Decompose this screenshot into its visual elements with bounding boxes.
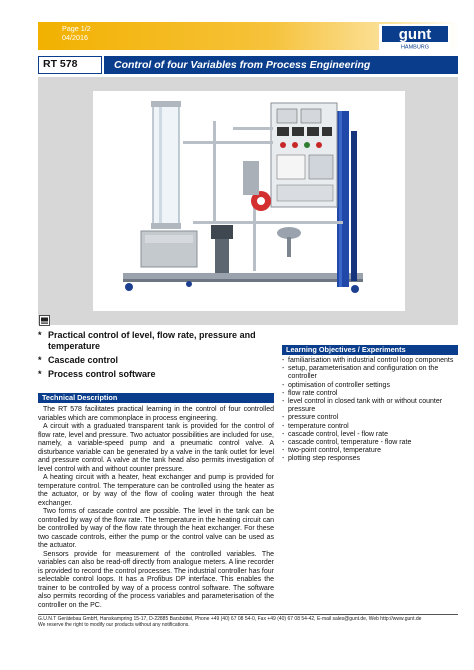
feature-item: [38, 369, 268, 380]
page-info: [62, 25, 91, 42]
feature-text: Cascade control: [48, 354, 119, 365]
list-item: - flow rate control: [282, 389, 338, 397]
description-paragraph: The RT 578 facilitates practical learning in the control of four controlled variables which are commonplace in process engineering.: [38, 406, 274, 422]
objective-text: optimisation of controller settings: [288, 381, 390, 389]
product-photo: [93, 91, 405, 311]
list-item: - cascade control, temperature - flow rate: [282, 439, 412, 447]
description-paragraph: A circuit with a graduated transparent tank is provided for the control of flow rate, level and pressure. Two actuator possibilities are included for use, namely, a variable-speed pump and a pneumatic control valve. A disturbance variable can be generated by a valve in the tank outlet for level and pressure control. A valve at the tank head also permits investigation of level control with and without counter pressure.: [38, 423, 274, 473]
product-photo-panel: [38, 77, 458, 325]
objective-text: temperature control: [288, 422, 349, 430]
objective-text: pressure control: [288, 414, 339, 422]
footer-divider: [38, 614, 458, 615]
footer-address: G.U.N.T Gerätebau GmbH, Hanskampring 15-17, D-22885 Barsbüttel, Phone +49 (40) 67 08 54-0, Fax +49 (40) 67 08 54-42, E-mail sales@gunt.de, Web http://www.gunt.de: [38, 616, 422, 622]
feature-text: Practical control of level, flow rate, pressure and temperature: [48, 330, 256, 351]
learning-objectives: [282, 345, 458, 464]
description-paragraph: Sensors provide for measurement of the controlled variables. The variables can also be read-off directly from analogue meters. A line recorder is provided to record the control processes. The industrial controller has four selectable control loops. It has a Profibus DP interface. This enables the trainer to be controlled by way of a process control software. The software also permits recording of the process variables and parameterisation of the controller on the PC.: [38, 550, 274, 609]
list-item: - plotting step responses: [282, 455, 360, 463]
page-title: Control of four Variables from Process Engineering: [104, 56, 458, 74]
footer-disclaimer: We reserve the right to modify our products without any notifications.: [38, 622, 190, 629]
bullet-asterisk: *: [38, 330, 42, 340]
feature-item: [38, 355, 268, 366]
list-item: - cascade control, level - flow rate: [282, 430, 388, 438]
footer: [38, 616, 458, 629]
list-item: - two-point control, temperature: [282, 447, 381, 455]
objective-text: familiarisation with industrial control loop components: [288, 357, 454, 364]
objective-text: plotting step responses: [288, 455, 360, 463]
learning-objectives-heading: Learning Objectives / Experiments: [282, 345, 458, 355]
issue-date: 04/2016: [62, 32, 88, 42]
list-item: - setup, parameterisation and configuration on the controller: [282, 365, 458, 381]
list-item: - familiarisation with industrial control loop components: [282, 357, 454, 364]
description-paragraph: Two forms of cascade control are possible. The level in the tank can be controlled by way of the flow rate. The temperature in the heating circuit can be controlled by way of the flow rate through the heat exchanger. For these two cascade controls, either the pump or the control valve can be used as the actuator.: [38, 508, 274, 549]
logo-subtext: HAMBURG: [400, 44, 430, 50]
objective-text: level control in closed tank with or without counter pressure: [288, 398, 443, 414]
feature-text: Process control software: [48, 368, 156, 379]
product-code: RT 578: [38, 56, 102, 74]
description-paragraph: A heating circuit with a heater, heat exchanger and pump is provided for temperature control. The temperature can be controlled using the heater as the actuator, or by way of the flow of cooling water through the heat exchanger.: [38, 474, 274, 507]
objective-text: two-point control, temperature: [288, 447, 381, 455]
gunt-logo: [379, 24, 451, 50]
list-item: - pressure control: [282, 414, 339, 422]
logo-wordmark: gunt: [398, 26, 432, 43]
bullet-asterisk: *: [38, 354, 42, 365]
feature-item: [38, 330, 268, 351]
objective-text: flow rate control: [288, 389, 338, 397]
objective-text: setup, parameterisation and configuration on the controller: [288, 365, 439, 381]
certificate-icon: [39, 313, 50, 324]
technical-description-heading: Technical Description: [38, 393, 274, 403]
objective-text: cascade control, level - flow rate: [288, 430, 388, 438]
page-number: Page 1/2: [62, 24, 91, 33]
feature-list: [38, 330, 268, 383]
bullet-asterisk: *: [38, 368, 42, 379]
objectives-list: [282, 357, 458, 464]
title-row: [38, 56, 458, 74]
technical-description: [38, 393, 274, 610]
list-item: - temperature control: [282, 422, 349, 430]
objective-text: cascade control, temperature - flow rate: [288, 439, 412, 447]
list-item: - optimisation of controller settings: [282, 381, 390, 389]
list-item: - level control in closed tank with or without counter pressure: [282, 398, 458, 414]
